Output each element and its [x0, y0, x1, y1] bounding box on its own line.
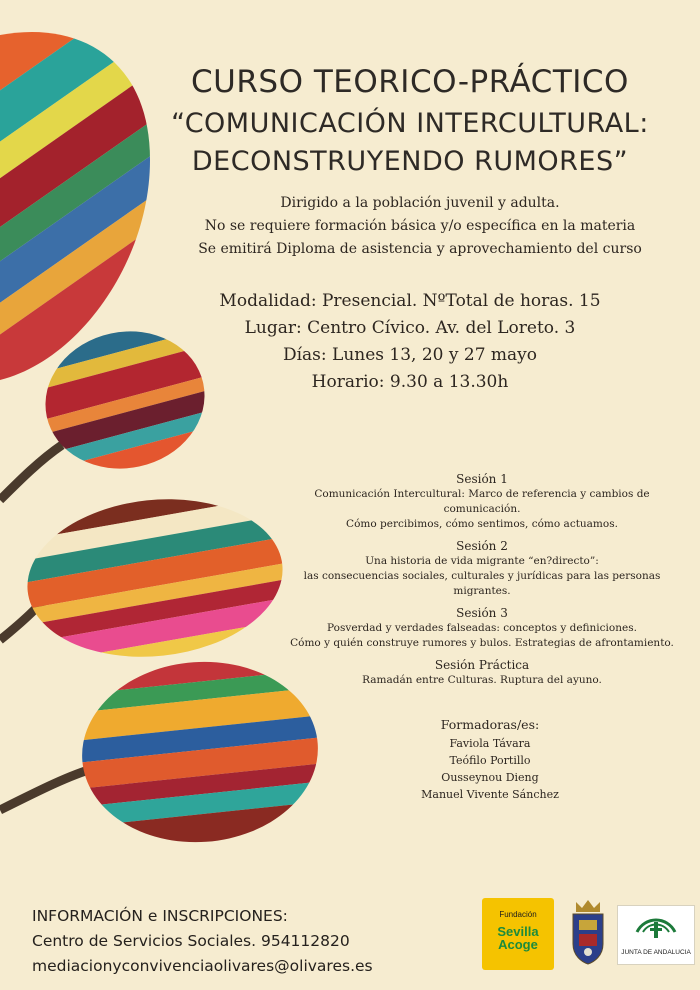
logo-text: JUNTA DE ANDALUCIA	[621, 949, 691, 956]
contact-block	[32, 904, 373, 979]
intro-line: No se requiere formación básica y/o específica en la materia	[204, 218, 636, 234]
session-heading: Sesión 2	[456, 539, 508, 553]
sessions-block	[282, 472, 682, 688]
fundacion-sevilla-acoge-logo	[482, 898, 554, 970]
session-line: las consecuencias sociales, culturales y jurídicas para las personas migrantes.	[303, 570, 661, 597]
junta-emblem-icon	[631, 910, 681, 944]
session-line: Ramadán entre Culturas. Ruptura del ayuno.	[362, 674, 602, 686]
logo-text: Sevilla	[497, 924, 539, 939]
trainer-name: Ousseynou Dieng	[441, 771, 539, 784]
trainers-heading: Formadoras/es:	[440, 717, 540, 732]
junta-de-andalucia-logo	[617, 905, 695, 965]
intro-line: Se emitirá Diploma de asistencia y aprovechamiento del curso	[198, 241, 642, 257]
contact-email[interactable]: mediacionyconvivenciaolivares@olivares.es	[32, 957, 373, 975]
stem	[0, 768, 95, 810]
coat-of-arms-icon	[570, 898, 606, 966]
title-line-2: “COMUNICACIÓN INTERCULTURAL:	[171, 108, 649, 139]
title-line-1: CURSO TEORICO-PRÁCTICO	[191, 64, 629, 100]
trainers-block	[395, 716, 585, 803]
session-line: Posverdad y verdades falseadas: conceptos y definiciones.	[327, 622, 637, 634]
trainer-name: Manuel Vivente Sánchez	[421, 788, 559, 801]
course-details	[190, 288, 630, 396]
session-line: Cómo percibimos, cómo sentimos, cómo actuamos.	[346, 518, 618, 530]
session-line: Comunicación Intercultural: Marco de referencia y cambios de comunicación.	[314, 488, 650, 515]
contact-phone: Centro de Servicios Sociales. 954112820	[32, 932, 350, 950]
session-heading: Sesión 1	[456, 472, 508, 486]
leaf-third	[0, 463, 330, 698]
stem	[0, 445, 62, 500]
intro-block	[150, 192, 690, 261]
session-heading: Sesión Práctica	[434, 658, 530, 672]
intro-line: Dirigido a la población juvenil y adulta.	[280, 195, 560, 211]
schedule-line: Horario: 9.30 a 13.30h	[311, 372, 509, 392]
session-line: Cómo y quién construye rumores y bulos. Estrategias de afrontamiento.	[290, 637, 674, 649]
modality-line: Modalidad: Presencial. NºTotal de horas. 15	[219, 291, 601, 311]
trainer-name: Teófilo Portillo	[449, 754, 531, 767]
title-line-3: DECONSTRUYENDO RUMORES”	[191, 146, 629, 177]
session-line: Una historia de vida migrante “en?directo”:	[365, 555, 599, 567]
trainer-name: Faviola Távara	[449, 737, 531, 750]
dates-line: Días: Lunes 13, 20 y 27 mayo	[282, 345, 538, 365]
contact-heading: INFORMACIÓN e INSCRIPCIONES:	[32, 907, 288, 925]
logo-text: Fundación	[499, 910, 537, 919]
location-line: Lugar: Centro Cívico. Av. del Loreto. 3	[244, 318, 576, 338]
logo-text: Acoge	[498, 937, 538, 952]
session-heading: Sesión 3	[456, 606, 508, 620]
